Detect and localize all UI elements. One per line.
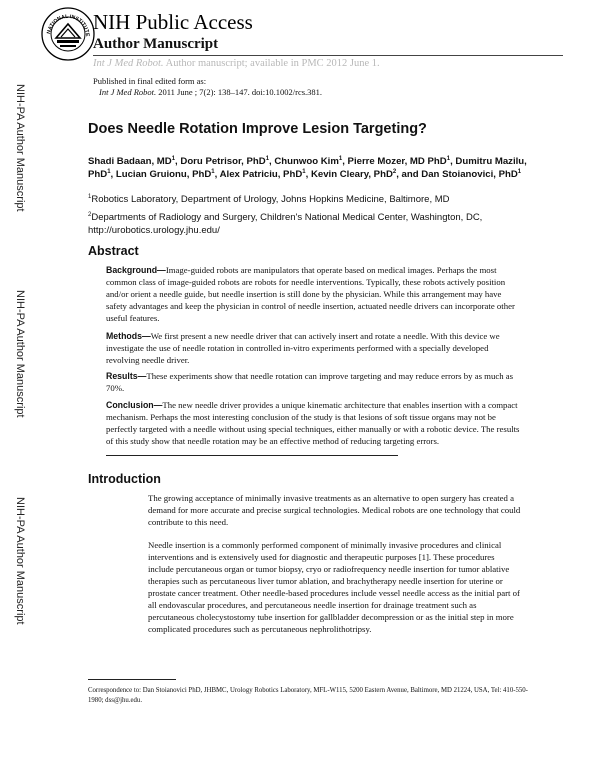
abstract-end-rule (106, 455, 398, 456)
affiliation-1: $^1$Robotics Laboratory, Department of Urology, Johns Hopkins Medicine, Baltimore, MD (88, 193, 450, 205)
abstract-results: Results—These experiments show that needle rotation can improve targeting and may reduce errors by as much as 70%. (106, 371, 514, 393)
author: Alex Patriciu, PhD (219, 169, 303, 180)
side-label-2: NIH-PA Author Manuscript (14, 290, 26, 418)
availability-note: Int J Med Robot. Author manuscript; available in PMC 2012 June 1. (93, 58, 380, 69)
citation (99, 87, 322, 98)
affiliation-2: $^2$Departments of Radiology and Surgery, Children's National Medical Center, Washington, DC, http://urobotics.urology.jhu.edu/ (88, 211, 483, 236)
manuscript-label: Author Manuscript (93, 36, 219, 52)
abstract-methods: Methods—We first present a new needle driver that can actively insert and rotate a needle. With this device we investigate the use of needle rotation in controlled in-vitro experiments performed with a specially developed revolving needle driver. (106, 331, 500, 365)
author: Dumitru Mazilu, PhD (88, 156, 527, 180)
svg-text:NATIONAL INSTITUTES OF HEALTH: NATIONAL INSTITUTE (46, 13, 91, 37)
author: Chunwoo Kim (274, 156, 339, 167)
intro-paragraph-1: The growing acceptance of minimally invasive treatments as an alternative to open surgery has created a demand for more accurate and precise surgical technologies. Medical robots are one technology that could contribute to this need. (148, 493, 521, 527)
abstract-heading: Abstract (88, 244, 139, 258)
author: Dan Stoianovici, PhD (421, 169, 518, 180)
nih-logo (40, 6, 96, 62)
author: Kevin Cleary, PhD (310, 169, 393, 180)
side-label-3: NIH-PA Author Manuscript (14, 497, 26, 625)
author: Lucian Gruionu, PhD (115, 169, 212, 180)
intro-paragraph-2: Needle insertion is a commonly performed component of minimally invasive procedures and clinical interventions and is extensively used for diagnostic and therapeutic purposes [1]. These procedures include percutaneous organ or tumor biopsy, cryo or radiofrequency needle insertion for tumor ablative therapies such as percutaneous liver tumor ablation, and brachytherapy needle insertion for uterine or prostate cancer treatment. Other needle-based procedures include vessel needle access as the initial part of all endovascular procedures, and percutaneous needle insertion for drainage treatment such as percutaneous cholecystostomy tube insertion for gallbladder decompression or as the initial step in more complicated procedures such as percutaneous nephrolithotripsy. (148, 540, 520, 634)
author: Pierre Mozer, MD PhD (347, 156, 447, 167)
article-title: Does Needle Rotation Improve Lesion Targeting? (88, 121, 427, 137)
author: Shadi Badaan, MD (88, 156, 172, 167)
citation-journal: Int J Med Robot. (99, 87, 157, 97)
abstract-conclusion: Conclusion—The new needle driver provides a unique kinematic architecture that enables insertion with a compact mechanism. Perhaps the most interesting conclusion of the study is that lesions of soft tissue organs may not be perfectly targeted with a needle without using special techniques, either manually or with a robotic device. The results of this study show that needle rotation may be an effective method of reducing targeting errors. (106, 400, 520, 446)
abstract-background: Background—Image-guided robots are manipulators that operate based on medical images. Perhaps the most common class of image-guided robots are robots for needle interventions. Typically, these robots actively position and/or orient a needle guide, but needle insertion is still done by the physician. While this arrangement may have safety advantages and keep the physician in control of needle insertion, actuated needle drivers can incorporate other useful features. (106, 265, 515, 323)
repository-title: NIH Public Access (93, 10, 253, 34)
introduction-heading: Introduction (88, 472, 161, 486)
correspondence-footnote: Correspondence to: Dan Stoianovici PhD, JHBMC, Urology Robotics Laboratory, MFL-W115, 5200 Eastern Avenue, Baltimore, MD 21224, USA, Tel: 410-550-1980; dss@jhu.edu. (88, 687, 528, 704)
citation-details: 2011 June ; 7(2): 138–147. doi:10.1002/rcs.381. (156, 87, 323, 97)
footnote-rule (88, 679, 176, 680)
side-label-1: NIH-PA Author Manuscript (14, 84, 26, 212)
published-label: Published in final edited form as: (93, 76, 207, 86)
header-divider (93, 55, 563, 56)
author-list: Shadi Badaan, $MD^1$, Doru Petrisor, PhD$^1$, Chunwoo Kim$^1$, Pierre Mozer, MD PhD$^1$, Dumitru Mazilu, PhD$^1$, Lucian Gruionu, PhD$^1$, Alex Patriciu, PhD$^1$, Kevin Cleary, PhD$^2$, and Dan Stoianovici, PhD$^1$ (88, 155, 527, 180)
author: Doru Petrisor, PhD (180, 156, 266, 167)
